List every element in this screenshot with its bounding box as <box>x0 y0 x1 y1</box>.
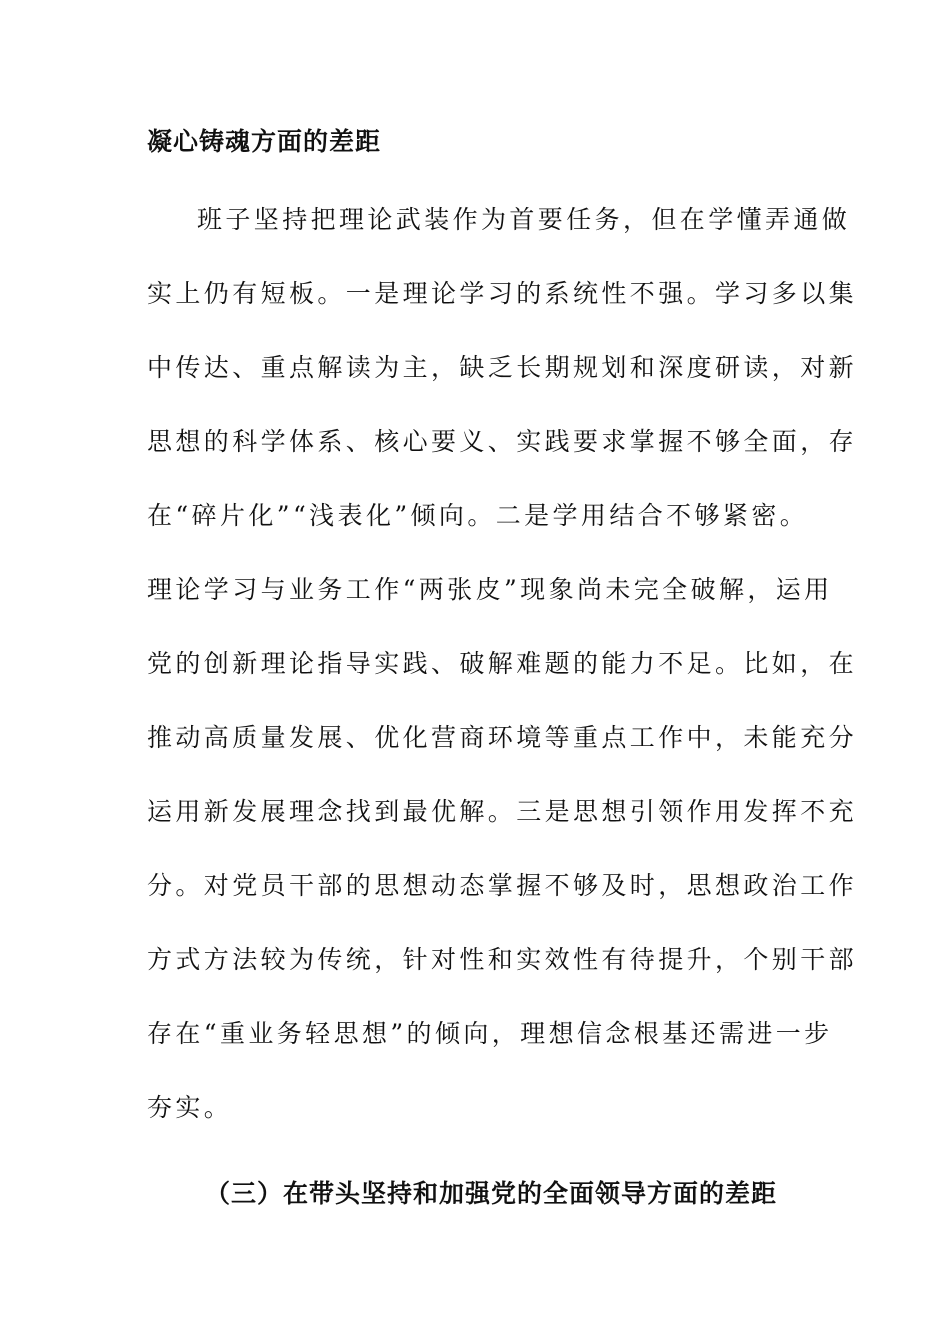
paragraph-line: 班子坚持把理论武装作为首要任务，但在学懂弄通做 <box>197 205 851 234</box>
paragraph-line: 实上仍有短板。一是理论学习的系统性不强。学习多以集 <box>147 279 858 308</box>
paragraph-line: 方式方法较为传统，针对性和实效性有待提升，个别干部 <box>147 945 858 974</box>
subsection-heading: （三）在带头坚持和加强党的全面领导方面的差距 <box>205 1179 778 1208</box>
paragraph-line: 夯实。 <box>147 1093 233 1122</box>
paragraph-line: 分。对党员干部的思想动态掌握不够及时，思想政治工作 <box>147 871 858 900</box>
paragraph-line: 运用新发展理念找到最优解。三是思想引领作用发挥不充 <box>147 797 858 826</box>
paragraph-line: 党的创新理论指导实践、破解难题的能力不足。比如，在 <box>147 649 858 678</box>
body-paragraph <box>147 183 858 1145</box>
paragraph-line: 思想的科学体系、核心要义、实践要求掌握不够全面，存 <box>147 427 858 456</box>
section-heading: 凝心铸魂方面的差距 <box>147 127 382 156</box>
paragraph-line: 存在“重业务轻思想”的倾向，理想信念根基还需进一步 <box>147 1019 833 1048</box>
paragraph-line: 推动高质量发展、优化营商环境等重点工作中，未能充分 <box>147 723 858 752</box>
paragraph-line: 在“碎片化”“浅表化”倾向。二是学用结合不够紧密。 <box>147 501 809 530</box>
paragraph-line: 中传达、重点解读为主，缺乏长期规划和深度研读，对新 <box>147 353 858 382</box>
paragraph-line: 理论学习与业务工作“两张皮”现象尚未完全破解，运用 <box>147 575 833 604</box>
